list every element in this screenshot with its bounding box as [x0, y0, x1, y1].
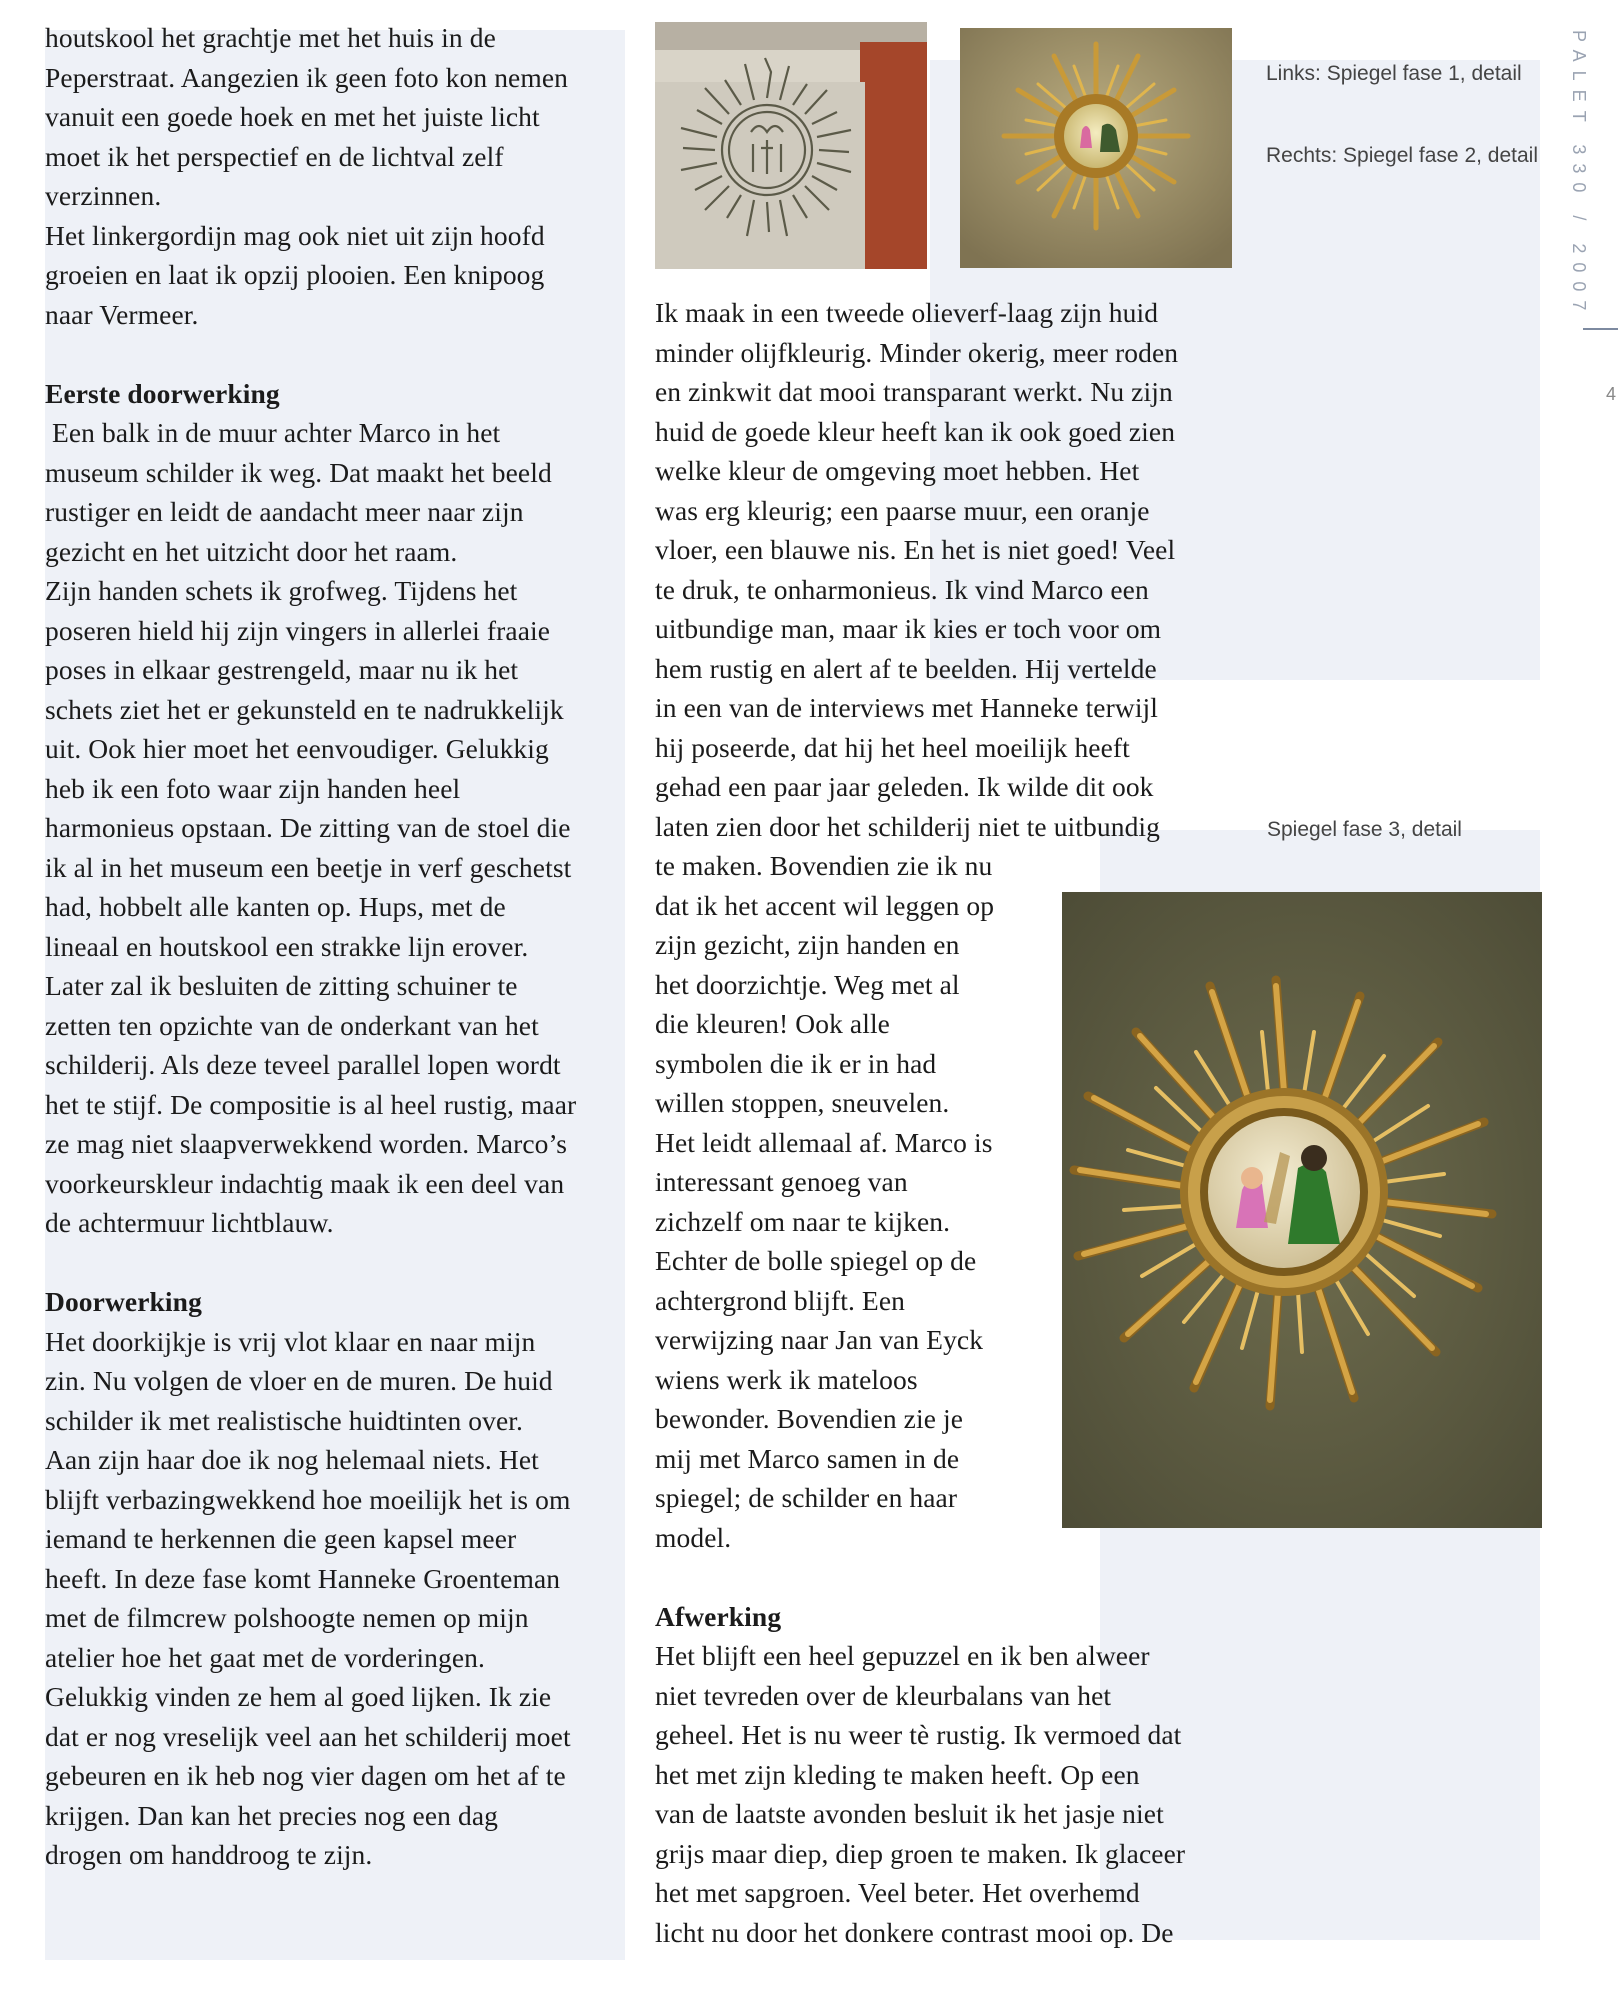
text-line: Zijn handen schets ik grofweg. Tijdens het — [45, 575, 518, 606]
text-line: in een van de interviews met Hanneke terwijl — [655, 692, 1159, 723]
text-line: geheel. Het is nu weer tè rustig. Ik vermoed dat — [655, 1719, 1182, 1750]
text-line: Het blijft een heel gepuzzel en ik ben alweer — [655, 1640, 1150, 1671]
text-line: het met zijn kleding te maken heeft. Op een — [655, 1758, 1140, 1790]
text-line: groeien en laat ik opzij plooien. Een knipoog — [45, 259, 545, 290]
text-line: bewonder. Bovendien zie je — [655, 1403, 964, 1434]
text-line: niet tevreden over de kleurbalans van het — [655, 1679, 1112, 1711]
text-line: hem rustig en alert af te beelden. Hij vertelde — [655, 652, 1157, 684]
intro-paragraph — [45, 18, 635, 334]
text-line: zin. Nu volgen de vloer en de muren. De huid — [45, 1365, 553, 1396]
text-line: met de filmcrew polshoogte nemen op mijn — [45, 1602, 529, 1633]
text-line: had, hobbelt alle kanten op. Hups, met de — [45, 891, 506, 922]
heading-doorwerking: Doorwerking — [45, 1286, 202, 1317]
text-line: hij poseerde, dat hij het heel moeilijk heeft — [655, 731, 1130, 763]
text-line: model. — [655, 1521, 732, 1553]
heading-eerste-doorwerking: Eerste doorwerking — [45, 377, 280, 409]
text-line: poseren hield hij zijn vingers in allerlei fraaie — [45, 614, 551, 646]
text-line: harmonieus opstaan. De zitting van de stoel die — [45, 812, 571, 843]
text-line: Ik maak in een tweede olieverf-laag zijn huid — [655, 297, 1159, 328]
page-number: 4 — [1606, 384, 1617, 404]
text-line: te druk, te onharmonieus. Ik vind Marco een — [655, 573, 1149, 605]
text-line: heeft. In deze fase komt Hanneke Groenteman — [45, 1562, 561, 1594]
text-line: Het leidt allemaal af. Marco is — [655, 1126, 993, 1158]
text-line: minder olijfkleurig. Minder okerig, meer roden — [655, 336, 1179, 368]
text-line: Later zal ik besluiten de zitting schuiner te — [45, 970, 518, 1001]
text-line: en zinkwit dat mooi transparant werkt. Nu zijn — [655, 376, 1173, 407]
text-line: blijft verbazingwekkend hoe moeilijk het is om — [45, 1483, 571, 1515]
text-line: het doorzichtje. Weg met al — [655, 968, 960, 1000]
caption-phase-1: Links: Spiegel fase 1, detail — [1266, 62, 1522, 85]
text-line: interessant genoeg van — [655, 1166, 908, 1197]
text-line: verwijzing naar Jan van Eyck — [655, 1324, 984, 1355]
text-line: het te stijf. De compositie is al heel rustig, maar — [45, 1088, 577, 1120]
text-line: van de laatste avonden besluit ik het jasje niet — [655, 1798, 1164, 1829]
text-line: museum schilder ik weg. Dat maakt het beeld — [45, 456, 552, 488]
text-line: zichzelf om naar te kijken. — [655, 1205, 951, 1237]
text-line: verzinnen. — [45, 180, 162, 211]
section-eerste-doorwerking — [45, 413, 635, 1243]
text-line: gehad een paar jaar geleden. Ik wilde dit ook — [655, 771, 1154, 802]
text-line: dat ik het accent wil leggen op — [655, 889, 995, 921]
text-line: licht nu door het donkere contrast mooi op. De — [655, 1916, 1174, 1948]
text-line: dat er nog vreselijk veel aan het schilderij moet — [45, 1720, 571, 1752]
text-line: poses in elkaar gestrengeld, maar nu ik het — [45, 654, 519, 685]
text-line: te maken. Bovendien zie ik nu — [655, 850, 993, 881]
text-line: grijs maar diep, diep groen te maken. Ik glaceer — [655, 1837, 1186, 1869]
text-line: rustiger en leidt de aandacht meer naar zijn — [45, 496, 524, 527]
text-line: Aan zijn haar doe ik nog helemaal niets. Het — [45, 1444, 539, 1475]
text-line: lineaal en houtskool een strakke lijn erover. — [45, 930, 529, 962]
photo-mirror-phase-3 — [1062, 892, 1542, 1528]
text-line: zijn gezicht, zijn handen en — [655, 929, 960, 960]
photo-mirror-phase-1 — [655, 22, 927, 269]
text-line: moet ik het perspectief en de lichtval zelf — [45, 140, 504, 172]
text-line: Peperstraat. Aangezien ik geen foto kon nemen — [45, 61, 568, 93]
text-line: laten zien door het schilderij niet te uitbundig — [655, 810, 1161, 842]
text-line: huid de goede kleur heeft kan ik ook goed zien — [655, 415, 1176, 447]
text-line: spiegel; de schilder en haar — [655, 1482, 958, 1513]
text-line: zetten ten opzichte van de onderkant van het — [45, 1009, 539, 1041]
heading-afwerking: Afwerking — [655, 1600, 782, 1632]
caption-phase-3: Spiegel fase 3, detail — [1267, 818, 1462, 841]
text-line: welke kleur de omgeving moet hebben. Het — [655, 455, 1140, 486]
text-line: Gelukkig vinden ze hem al goed lijken. Ik zie — [45, 1681, 552, 1712]
text-line: de achtermuur lichtblauw. — [45, 1207, 334, 1238]
text-line: gebeuren en ik heb nog vier dagen om het af te — [45, 1760, 566, 1791]
text-line: vloer, een blauwe nis. En het is niet goed! Veel — [655, 534, 1176, 565]
text-line: schilderij. Als deze teveel parallel lopen wordt — [45, 1049, 561, 1080]
text-line: Het linkergordijn mag ook niet uit zijn hoofd — [45, 219, 545, 251]
text-line: achtergrond blijft. Een — [655, 1284, 905, 1316]
caption-phase-2: Rechts: Spiegel fase 2, detail — [1266, 144, 1538, 167]
text-line: mij met Marco samen in de — [655, 1442, 960, 1474]
text-line: heb ik een foto waar zijn handen heel — [45, 772, 461, 804]
text-line: willen stoppen, sneuvelen. — [655, 1087, 950, 1118]
margin-rule — [1583, 328, 1618, 330]
text-line: ze mag niet slaapverwekkend worden. Marco’s — [45, 1128, 568, 1159]
text-line: Een balk in de muur achter Marco in het — [45, 417, 501, 448]
text-line: symbolen die ik er in had — [655, 1047, 937, 1079]
section-doorwerking — [45, 1322, 635, 1875]
section-afwerking — [655, 1636, 1255, 1952]
text-line: schilder ik met realistische huidtinten over. — [45, 1404, 523, 1436]
text-line: was erg kleurig; een paarse muur, een oranje — [655, 494, 1150, 526]
left-column — [45, 18, 635, 1875]
text-line: gezicht en het uitzicht door het raam. — [45, 535, 458, 567]
text-line: die kleuren! Ook alle — [655, 1008, 890, 1039]
text-line: Het doorkijkje is vrij vlot klaar en naar mijn — [45, 1325, 536, 1357]
text-line: uit. Ook hier moet het eenvoudiger. Gelukkig — [45, 733, 549, 764]
text-line: voorkeurskleur indachtig maak ik een deel van — [45, 1167, 565, 1199]
text-line: uitbundige man, maar ik kies er toch voor om — [655, 613, 1162, 644]
text-line: wiens werk ik mateloos — [655, 1363, 918, 1395]
running-head: PALET 330 / 2007 — [1569, 30, 1589, 320]
text-line: Echter de bolle spiegel op de — [655, 1245, 977, 1276]
text-line: atelier hoe het gaat met de vorderingen. — [45, 1641, 485, 1673]
text-line: vanuit een goede hoek en met het juiste licht — [45, 101, 540, 132]
text-line: iemand te herkennen die geen kapsel meer — [45, 1523, 517, 1554]
text-line: houtskool het grachtje met het huis in de — [45, 22, 496, 53]
text-line: het met sapgroen. Veel beter. Het overhemd — [655, 1877, 1140, 1908]
text-line: drogen om handdroog te zijn. — [45, 1839, 373, 1870]
text-line: schets ziet het er gekunsteld en te nadrukkelijk — [45, 693, 564, 725]
text-line: krijgen. Dan kan het precies nog een dag — [45, 1799, 498, 1831]
text-line: naar Vermeer. — [45, 298, 199, 330]
photo-mirror-phase-2 — [960, 28, 1232, 268]
text-line: ik al in het museum een beetje in verf geschetst — [45, 851, 572, 883]
